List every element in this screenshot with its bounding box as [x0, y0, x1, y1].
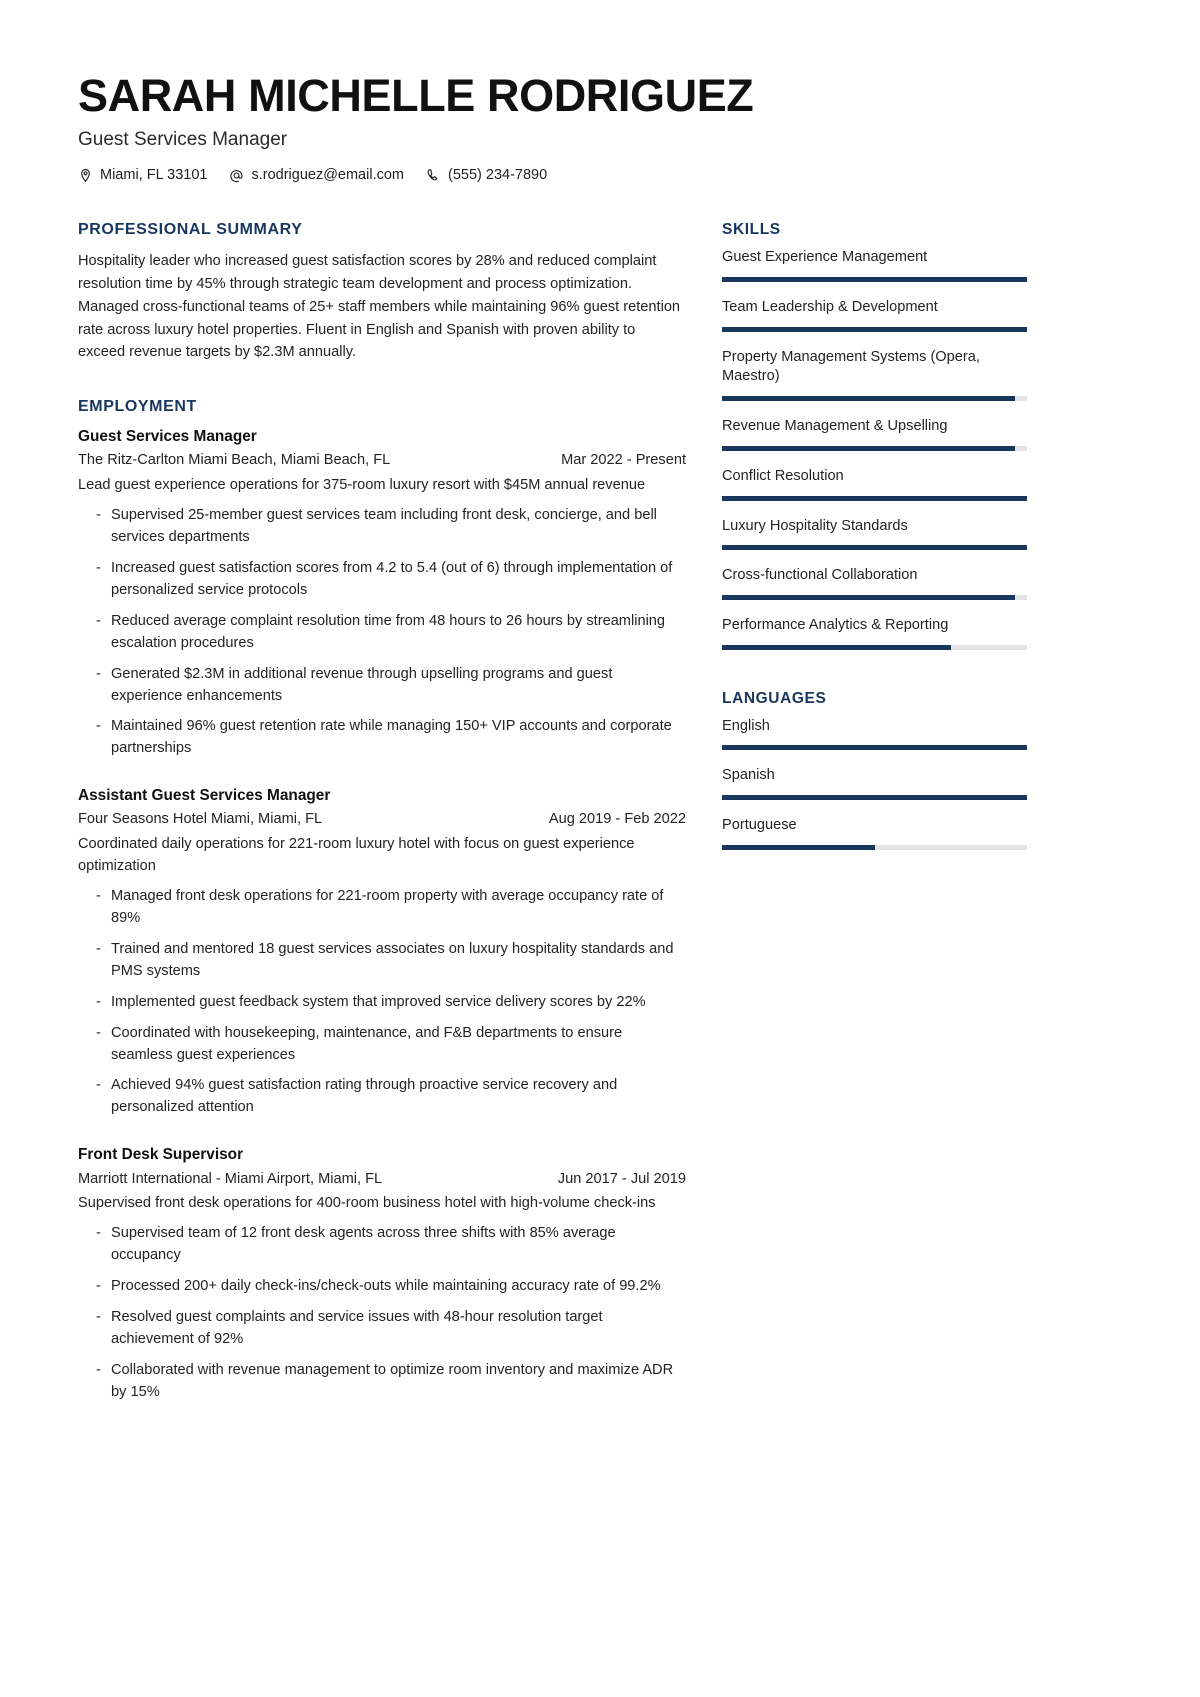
job-role: Front Desk Supervisor [78, 1146, 244, 1164]
section-languages [722, 690, 1027, 850]
skill-label: Property Management Systems (Opera, Maestro) [722, 348, 980, 385]
skill [722, 298, 1027, 332]
language [722, 816, 1027, 850]
resume-header [78, 72, 1122, 183]
job-bullet [78, 939, 686, 983]
section-title-summary: PROFESSIONAL SUMMARY [78, 221, 303, 239]
bullet-dash-icon: - [96, 718, 101, 735]
section-professional-summary [78, 221, 686, 364]
section-skills [722, 221, 1027, 649]
skill-bar-fill [722, 446, 1015, 451]
sidebar-column [722, 221, 1027, 849]
skill-label: Conflict Resolution [722, 467, 844, 484]
languages-list [722, 717, 1027, 850]
contact-phone[interactable] [426, 167, 547, 183]
skill [722, 467, 1027, 501]
bullet-dash-icon: - [96, 993, 101, 1010]
bullet-text: Maintained 96% guest retention rate while managing 150+ VIP accounts and corporate partnerships [111, 718, 672, 757]
bullet-dash-icon: - [96, 612, 101, 629]
contact-row [78, 167, 1122, 183]
skill-bar-fill [722, 645, 951, 650]
job-bullet [78, 1360, 686, 1404]
language-bar-track [722, 795, 1027, 800]
bullet-dash-icon: - [96, 1361, 101, 1378]
contact-phone-text: (555) 234-7890 [448, 167, 548, 184]
language [722, 717, 1027, 751]
bullet-text: Managed front desk operations for 221-room property with average occupancy rate of 89% [111, 888, 664, 927]
bullet-dash-icon: - [96, 560, 101, 577]
skill-label: Cross-functional Collaboration [722, 567, 918, 584]
employment-list [78, 427, 686, 1403]
job-bullet [78, 664, 686, 708]
job-meta [78, 810, 686, 829]
skill [722, 566, 1027, 600]
job-company: Marriott International - Miami Airport, Miami, FL [78, 1170, 383, 1187]
job-bullet [78, 992, 686, 1014]
phone-icon [426, 168, 441, 183]
bullet-text: Collaborated with revenue management to optimize room inventory and maximize ADR by 15% [111, 1361, 674, 1400]
job-role: Guest Services Manager [78, 428, 257, 446]
job-company: The Ritz-Carlton Miami Beach, Miami Beach, FL [78, 452, 391, 469]
job-bullet [78, 716, 686, 760]
skill-bar-fill [722, 545, 1027, 550]
bullet-text: Achieved 94% guest satisfaction rating through proactive service recovery and personalized attention [111, 1077, 618, 1116]
bullet-dash-icon: - [96, 507, 101, 524]
job-bullet-list [78, 886, 686, 1119]
language-bar-track [722, 845, 1027, 850]
bullet-text: Reduced average complaint resolution time from 48 hours to 26 hours by streamlining escalation procedures [111, 612, 666, 651]
candidate-name: SARAH MICHELLE RODRIGUEZ [78, 70, 754, 121]
section-title-skills: SKILLS [722, 221, 781, 239]
location-pin-icon [78, 168, 93, 183]
section-title-employment: EMPLOYMENT [78, 398, 197, 416]
bullet-dash-icon: - [96, 1077, 101, 1094]
bullet-dash-icon: - [96, 888, 101, 905]
skill-label: Performance Analytics & Reporting [722, 616, 949, 633]
skill-bar-fill [722, 595, 1015, 600]
skill-label: Revenue Management & Upselling [722, 418, 948, 435]
skill [722, 616, 1027, 650]
employment-entry [78, 427, 686, 760]
resume-body [78, 221, 1122, 1437]
job-meta [78, 451, 686, 470]
bullet-text: Processed 200+ daily check-ins/check-outs while maintaining accuracy rate of 99.2% [111, 1278, 661, 1295]
job-description: Lead guest experience operations for 375-room luxury resort with $45M annual revenue [78, 477, 646, 494]
job-meta [78, 1170, 686, 1189]
job-role: Assistant Guest Services Manager [78, 787, 331, 805]
job-bullet [78, 1023, 686, 1067]
bullet-dash-icon: - [96, 941, 101, 958]
bullet-text: Increased guest satisfaction scores from 4.2 to 5.4 (out of 6) through implementation of personalized service protocols [111, 560, 673, 598]
contact-location [78, 167, 207, 183]
bullet-dash-icon: - [96, 1309, 101, 1326]
job-bullet [78, 558, 686, 602]
skill-bar-track [722, 396, 1027, 401]
skill-bar-fill [722, 277, 1027, 282]
skill [722, 348, 1027, 401]
job-bullet [78, 1223, 686, 1267]
language [722, 766, 1027, 800]
bullet-text: Supervised 25-member guest services team including front desk, concierge, and bell services departments [111, 507, 657, 546]
job-description: Coordinated daily operations for 221-room luxury hotel with focus on guest experience optimization [78, 836, 635, 875]
candidate-job-title: Guest Services Manager [78, 128, 288, 150]
skill-bar-fill [722, 327, 1027, 332]
skill-label: Guest Experience Management [722, 249, 928, 266]
summary-text: Hospitality leader who increased guest satisfaction scores by 28% and reduced complaint resolution time by 45% through strategic team development and process optimization. Managed cross-functional teams of 25+ staff members while maintaining 96% guest retention rate across luxury hotel properties. Fluent in English and Spanish with proven ability to exceed revenue targets by $2.3M annually. [78, 253, 681, 361]
skill-bar-fill [722, 496, 1027, 501]
job-dates: Jun 2017 - Jul 2019 [557, 1170, 686, 1187]
skill-bar-track [722, 327, 1027, 332]
skills-list [722, 248, 1027, 649]
bullet-text: Generated $2.3M in additional revenue through upselling programs and guest experience enhancements [111, 665, 613, 704]
contact-email[interactable] [229, 167, 404, 183]
bullet-dash-icon: - [96, 1278, 101, 1295]
bullet-dash-icon: - [96, 665, 101, 682]
skill-bar-track [722, 446, 1027, 451]
skill-bar-fill [722, 396, 1015, 401]
language-label: Spanish [722, 767, 775, 784]
skill [722, 517, 1027, 551]
job-dates: Mar 2022 - Present [561, 452, 686, 469]
section-title-languages: LANGUAGES [722, 689, 827, 707]
job-bullet [78, 505, 686, 549]
job-description: Supervised front desk operations for 400-room business hotel with high-volume check-ins [78, 1195, 656, 1212]
job-bullet [78, 1307, 686, 1351]
skill-bar-track [722, 496, 1027, 501]
skill-bar-track [722, 595, 1027, 600]
employment-entry [78, 1145, 686, 1403]
skill [722, 417, 1027, 451]
job-bullet [78, 886, 686, 930]
job-company: Four Seasons Hotel Miami, Miami, FL [78, 811, 323, 828]
job-bullet-list [78, 1223, 686, 1403]
job-bullet [78, 1075, 686, 1119]
skill-label: Team Leadership & Development [722, 299, 938, 316]
bullet-text: Resolved guest complaints and service issues with 48-hour resolution target achievement of 92% [111, 1309, 603, 1347]
language-bar-track [722, 745, 1027, 750]
employment-entry [78, 786, 686, 1119]
bullet-text: Trained and mentored 18 guest services associates on luxury hospitality standards and PMS systems [111, 941, 674, 979]
language-label: Portuguese [722, 816, 797, 833]
bullet-dash-icon: - [96, 1225, 101, 1242]
skill [722, 248, 1027, 282]
contact-location-text: Miami, FL 33101 [100, 167, 208, 184]
job-bullet [78, 1276, 686, 1298]
bullet-text: Implemented guest feedback system that improved service delivery scores by 22% [111, 993, 646, 1010]
section-employment [78, 398, 686, 1403]
job-dates: Aug 2019 - Feb 2022 [548, 811, 686, 828]
main-column [78, 221, 686, 1437]
bullet-text: Coordinated with housekeeping, maintenance, and F&B departments to ensure seamless guest experiences [111, 1024, 623, 1063]
skill-bar-track [722, 545, 1027, 550]
bullet-dash-icon: - [96, 1024, 101, 1041]
skill-label: Luxury Hospitality Standards [722, 517, 908, 534]
language-label: English [722, 717, 770, 734]
job-bullet-list [78, 505, 686, 760]
language-bar-fill [722, 795, 1027, 800]
contact-email-text: s.rodriguez@email.com [251, 167, 404, 184]
job-bullet [78, 611, 686, 655]
email-at-icon [229, 168, 244, 183]
skill-bar-track [722, 277, 1027, 282]
language-bar-fill [722, 845, 875, 850]
skill-bar-track [722, 645, 1027, 650]
language-bar-fill [722, 745, 1027, 750]
bullet-text: Supervised team of 12 front desk agents across three shifts with 85% average occupancy [111, 1225, 616, 1264]
